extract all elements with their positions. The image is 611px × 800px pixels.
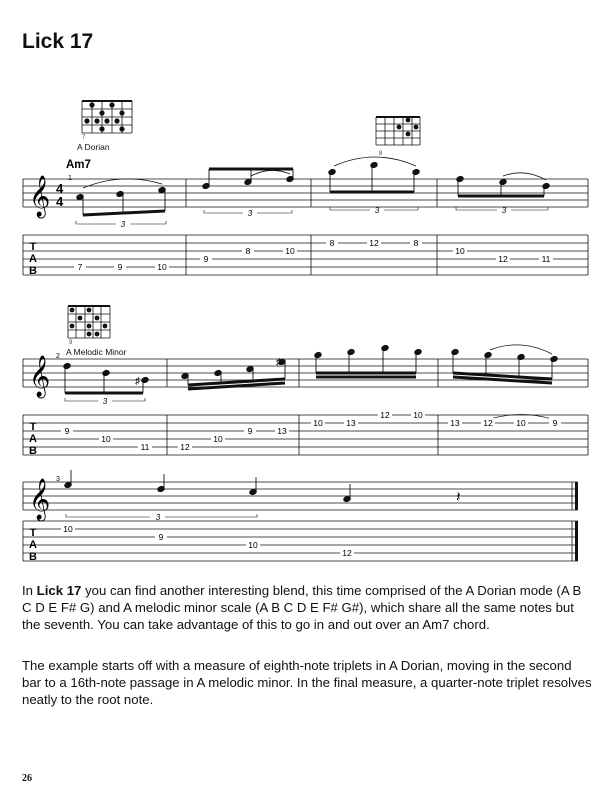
tab-number: 9 xyxy=(158,532,164,542)
tab-number: 7 xyxy=(77,262,83,272)
paragraph-intro xyxy=(22,582,592,633)
tab-number: 10 xyxy=(63,524,73,534)
tab-number: 10 xyxy=(516,418,526,428)
tab-number: 8 xyxy=(413,238,419,248)
quarter-rest: 𝄽 xyxy=(456,489,461,506)
svg-text:T: T xyxy=(29,421,37,433)
svg-text:A: A xyxy=(29,253,37,265)
lick-name: Lick 17 xyxy=(36,583,82,598)
tab-number: 12 xyxy=(380,410,390,420)
tab-number: 13 xyxy=(277,426,287,436)
svg-text:T: T xyxy=(29,527,37,539)
system-2 xyxy=(23,344,588,457)
diagram-label-a-melodic-minor: A Melodic Minor xyxy=(66,347,127,357)
diagram-fret-2: 8 xyxy=(379,151,383,157)
svg-text:B: B xyxy=(29,445,37,457)
paragraph-text: In xyxy=(22,583,37,598)
diagram-fret-3: 9 xyxy=(69,340,73,346)
tab-number: 10 xyxy=(285,246,295,256)
tab-number: 10 xyxy=(413,410,423,420)
system-1 xyxy=(23,157,588,277)
tab-number: 10 xyxy=(455,246,465,256)
system-3 xyxy=(23,470,578,563)
tab-number: 10 xyxy=(248,540,258,550)
chord-diagram-2 xyxy=(376,117,420,157)
triplet-mark: 3 xyxy=(120,220,126,229)
diagram-fret-1: 7 xyxy=(82,135,86,141)
chord-diagram-a-dorian xyxy=(77,101,132,152)
tab-number: 12 xyxy=(483,418,493,428)
measure-number-1: 1 xyxy=(68,175,72,182)
tab-number: 13 xyxy=(450,418,460,428)
svg-text:A: A xyxy=(29,433,37,445)
svg-text:B: B xyxy=(29,551,37,563)
measure-number-2: 2 xyxy=(56,353,60,360)
triplet-mark: 3 xyxy=(247,209,253,218)
svg-text:𝄞: 𝄞 xyxy=(29,478,51,519)
tab-number: 12 xyxy=(180,442,190,452)
tab-number: 8 xyxy=(329,238,335,248)
measure-number-3: 3 xyxy=(56,476,60,483)
tab-number: 8 xyxy=(245,246,251,256)
tab-number: 10 xyxy=(101,434,111,444)
svg-text:B: B xyxy=(29,265,37,277)
diagram-label-a-dorian: A Dorian xyxy=(77,142,110,152)
page-title: Lick 17 xyxy=(22,30,94,53)
tab-number: 9 xyxy=(117,262,123,272)
tab-number: 10 xyxy=(313,418,323,428)
tab-number: 9 xyxy=(64,426,70,436)
svg-text:♯: ♯ xyxy=(276,357,281,368)
paragraph-description: The example starts off with a measure of eighth-note triplets in A Dorian, moving in the second bar to a 16th-note passage in A melodic minor. In the final measure, a quarter-note triplet resolves neatly to the root note. xyxy=(22,658,592,707)
svg-text:A: A xyxy=(29,539,37,551)
tab-number: 12 xyxy=(498,254,508,264)
tab-number: 12 xyxy=(369,238,379,248)
page-number: 26 xyxy=(22,773,32,784)
triplet-mark: 3 xyxy=(102,397,108,406)
triplet-mark: 3 xyxy=(374,206,380,215)
triplet-mark: 3 xyxy=(155,513,161,522)
triplet-mark: 3 xyxy=(501,206,507,215)
tab-number: 9 xyxy=(247,426,253,436)
tab-number: 12 xyxy=(342,548,352,558)
svg-text:T: T xyxy=(29,241,37,253)
tab-number: 10 xyxy=(157,262,167,272)
time-signature-top: 4 xyxy=(56,181,64,196)
svg-text:♯: ♯ xyxy=(135,376,140,387)
tab-number: 13 xyxy=(346,418,356,428)
tab-number: 11 xyxy=(541,254,551,264)
chord-symbol-am7: Am7 xyxy=(66,159,91,171)
svg-text:𝄞: 𝄞 xyxy=(29,355,51,396)
tab-number: 10 xyxy=(213,434,223,444)
treble-clef: 𝄞 xyxy=(29,175,51,216)
paragraph-text: you can find another interesting blend, this time comprised of the A Dorian mode (A B C D E F# G) and A melodic minor scale (A B C D E F# G#), which share all the same notes but the seventh. You can take advantage of this to go in and out over an Am7 chord. xyxy=(22,583,582,632)
tab-number: 9 xyxy=(552,418,558,428)
tab-number: 9 xyxy=(203,254,209,264)
time-signature-bottom: 4 xyxy=(56,194,64,209)
tab-number: 11 xyxy=(140,442,150,452)
chord-diagram-a-melodic-minor xyxy=(66,306,127,357)
